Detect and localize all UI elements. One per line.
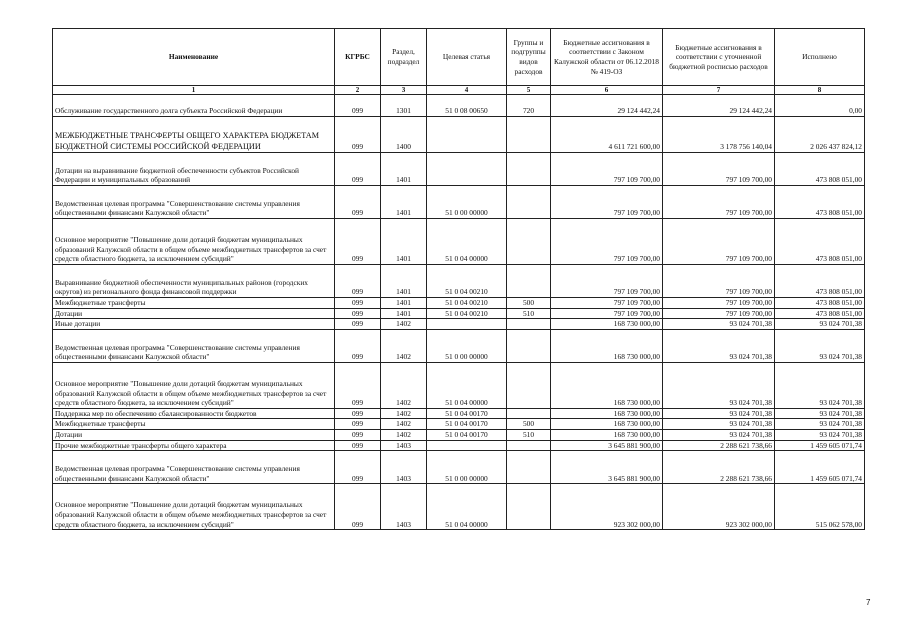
row-name: Межбюджетные трансферты xyxy=(53,298,335,309)
row-refined-amount: 797 109 700,00 xyxy=(663,219,775,265)
table-row xyxy=(53,308,865,319)
row-section: 1401 xyxy=(381,186,427,219)
row-section: 1301 xyxy=(381,95,427,117)
row-kgrbs: 099 xyxy=(335,319,381,330)
column-number: 2 xyxy=(335,86,381,95)
row-kgrbs: 099 xyxy=(335,95,381,117)
row-kgrbs: 099 xyxy=(335,440,381,451)
row-section: 1400 xyxy=(381,117,427,153)
row-refined-amount: 93 024 701,38 xyxy=(663,362,775,408)
row-section: 1402 xyxy=(381,329,427,362)
header-kgrbs: КГРБС xyxy=(335,29,381,86)
row-name: Ведомственная целевая программа "Совершенствование системы управления общественными финансами Калужской области" xyxy=(53,186,335,219)
row-kgrbs: 099 xyxy=(335,153,381,186)
row-law-amount: 168 730 000,00 xyxy=(551,419,663,430)
header-executed: Исполнено xyxy=(775,29,865,86)
table-row xyxy=(53,408,865,419)
row-law-amount: 29 124 442,24 xyxy=(551,95,663,117)
row-section: 1402 xyxy=(381,429,427,440)
row-name: Основное мероприятие "Повышение доли дотаций бюджетам муниципальных образований Калужской области в общем объеме межбюджетных трансфертов за счет средств областного бюджета, за исключением субсидий" xyxy=(53,484,335,530)
row-name: Основное мероприятие "Повышение доли дотаций бюджетам муниципальных образований Калужской области в общем объеме межбюджетных трансфертов за счет средств областного бюджета, за исключением субсидий" xyxy=(53,219,335,265)
row-law-amount: 4 611 721 600,00 xyxy=(551,117,663,153)
row-section: 1403 xyxy=(381,484,427,530)
table-row xyxy=(53,429,865,440)
table-row xyxy=(53,186,865,219)
row-name: Обслуживание государственного долга субъекта Российской Федерации xyxy=(53,95,335,117)
row-name: Основное мероприятие "Повышение доли дотаций бюджетам муниципальных образований Калужской области в общем объеме межбюджетных трансфертов за счет средств областного бюджета, за исключением субсидий" xyxy=(53,362,335,408)
row-group: 500 xyxy=(507,298,551,309)
row-name: Межбюджетные трансферты xyxy=(53,419,335,430)
row-kgrbs: 099 xyxy=(335,219,381,265)
row-name: Поддержка мер по обеспечению сбалансированности бюджетов xyxy=(53,408,335,419)
page-number: 7 xyxy=(866,598,871,607)
row-article: 51 0 04 00000 xyxy=(427,219,507,265)
row-article xyxy=(427,117,507,153)
budget-table xyxy=(52,28,865,530)
row-section: 1402 xyxy=(381,319,427,330)
row-law-amount: 797 109 700,00 xyxy=(551,298,663,309)
row-refined-amount: 29 124 442,24 xyxy=(663,95,775,117)
row-group xyxy=(507,408,551,419)
row-group: 720 xyxy=(507,95,551,117)
row-kgrbs: 099 xyxy=(335,308,381,319)
row-group xyxy=(507,362,551,408)
row-law-amount: 3 645 881 900,00 xyxy=(551,451,663,484)
row-executed-amount: 93 024 701,38 xyxy=(775,408,865,419)
row-law-amount: 168 730 000,00 xyxy=(551,319,663,330)
column-number: 1 xyxy=(53,86,335,95)
row-article: 51 0 08 00650 xyxy=(427,95,507,117)
row-refined-amount: 93 024 701,38 xyxy=(663,408,775,419)
row-article: 51 0 04 00000 xyxy=(427,362,507,408)
row-kgrbs: 099 xyxy=(335,362,381,408)
row-name: Дотации на выравнивание бюджетной обеспеченности субъектов Российской Федерации и муниципальных образований xyxy=(53,153,335,186)
row-law-amount: 797 109 700,00 xyxy=(551,265,663,298)
row-refined-amount: 93 024 701,38 xyxy=(663,329,775,362)
row-refined-amount: 3 178 756 140,04 xyxy=(663,117,775,153)
column-number: 3 xyxy=(381,86,427,95)
table-row xyxy=(53,95,865,117)
row-refined-amount: 797 109 700,00 xyxy=(663,265,775,298)
row-article xyxy=(427,319,507,330)
row-section: 1401 xyxy=(381,153,427,186)
row-article: 51 0 00 00000 xyxy=(427,329,507,362)
row-executed-amount: 473 808 051,00 xyxy=(775,186,865,219)
row-name: Иные дотации xyxy=(53,319,335,330)
row-executed-amount: 473 808 051,00 xyxy=(775,308,865,319)
table-row xyxy=(53,219,865,265)
row-law-amount: 168 730 000,00 xyxy=(551,408,663,419)
row-section: 1402 xyxy=(381,408,427,419)
row-executed-amount: 1 459 605 071,74 xyxy=(775,440,865,451)
column-number: 8 xyxy=(775,86,865,95)
row-group xyxy=(507,186,551,219)
row-group xyxy=(507,484,551,530)
row-group: 510 xyxy=(507,429,551,440)
row-article: 51 0 04 00000 xyxy=(427,484,507,530)
row-executed-amount: 93 024 701,38 xyxy=(775,319,865,330)
header-law: Бюджетные ассигнования в соответствии с Законом Калужской области от 06.12.2018 № 419-ОЗ xyxy=(551,29,663,86)
table-row xyxy=(53,451,865,484)
header-refined: Бюджетные ассигнования в соответствии с уточненной бюджетной росписью расходов xyxy=(663,29,775,86)
row-executed-amount: 473 808 051,00 xyxy=(775,219,865,265)
header-section: Раздел, подраздел xyxy=(381,29,427,86)
row-executed-amount: 2 026 437 824,12 xyxy=(775,117,865,153)
row-refined-amount: 797 109 700,00 xyxy=(663,186,775,219)
row-executed-amount: 93 024 701,38 xyxy=(775,429,865,440)
row-kgrbs: 099 xyxy=(335,265,381,298)
column-number: 4 xyxy=(427,86,507,95)
row-law-amount: 797 109 700,00 xyxy=(551,219,663,265)
table-row xyxy=(53,329,865,362)
row-group xyxy=(507,153,551,186)
row-article xyxy=(427,440,507,451)
row-kgrbs: 099 xyxy=(335,484,381,530)
row-refined-amount: 93 024 701,38 xyxy=(663,429,775,440)
table-row xyxy=(53,362,865,408)
table-row xyxy=(53,153,865,186)
row-section: 1401 xyxy=(381,219,427,265)
header-name: Наименование xyxy=(53,29,335,86)
table-row xyxy=(53,440,865,451)
row-group xyxy=(507,219,551,265)
row-name: Ведомственная целевая программа "Совершенствование системы управления общественными финансами Калужской области" xyxy=(53,329,335,362)
row-kgrbs: 099 xyxy=(335,186,381,219)
row-article: 51 0 04 00210 xyxy=(427,265,507,298)
row-refined-amount: 797 109 700,00 xyxy=(663,298,775,309)
row-article: 51 0 00 00000 xyxy=(427,186,507,219)
row-article: 51 0 04 00170 xyxy=(427,429,507,440)
row-kgrbs: 099 xyxy=(335,451,381,484)
row-group xyxy=(507,319,551,330)
header-group: Группы и подгруппы видов расходов xyxy=(507,29,551,86)
table-row xyxy=(53,265,865,298)
column-number: 5 xyxy=(507,86,551,95)
table-row xyxy=(53,117,865,153)
row-kgrbs: 099 xyxy=(335,408,381,419)
row-name: Дотации xyxy=(53,308,335,319)
row-law-amount: 3 645 881 900,00 xyxy=(551,440,663,451)
table-row xyxy=(53,319,865,330)
row-refined-amount: 923 302 000,00 xyxy=(663,484,775,530)
row-executed-amount: 93 024 701,38 xyxy=(775,362,865,408)
row-name: Выравнивание бюджетной обеспеченности муниципальных районов (городских округов) из регионального фонда финансовой поддержки xyxy=(53,265,335,298)
row-refined-amount: 797 109 700,00 xyxy=(663,308,775,319)
row-executed-amount: 515 062 578,00 xyxy=(775,484,865,530)
row-law-amount: 797 109 700,00 xyxy=(551,153,663,186)
row-kgrbs: 099 xyxy=(335,429,381,440)
row-executed-amount: 1 459 605 071,74 xyxy=(775,451,865,484)
row-section: 1402 xyxy=(381,419,427,430)
row-executed-amount: 0,00 xyxy=(775,95,865,117)
row-section: 1402 xyxy=(381,362,427,408)
row-law-amount: 168 730 000,00 xyxy=(551,362,663,408)
column-number-row xyxy=(53,86,865,95)
row-section: 1403 xyxy=(381,451,427,484)
table-row xyxy=(53,419,865,430)
row-kgrbs: 099 xyxy=(335,419,381,430)
table-row xyxy=(53,298,865,309)
row-section: 1401 xyxy=(381,308,427,319)
row-article xyxy=(427,153,507,186)
row-article: 51 0 04 00210 xyxy=(427,298,507,309)
row-law-amount: 797 109 700,00 xyxy=(551,186,663,219)
table-row xyxy=(53,484,865,530)
row-kgrbs: 099 xyxy=(335,298,381,309)
row-refined-amount: 93 024 701,38 xyxy=(663,319,775,330)
row-kgrbs: 099 xyxy=(335,117,381,153)
row-executed-amount: 93 024 701,38 xyxy=(775,419,865,430)
column-number: 6 xyxy=(551,86,663,95)
row-law-amount: 168 730 000,00 xyxy=(551,329,663,362)
row-article: 51 0 04 00170 xyxy=(427,419,507,430)
row-section: 1403 xyxy=(381,440,427,451)
row-refined-amount: 93 024 701,38 xyxy=(663,419,775,430)
row-kgrbs: 099 xyxy=(335,329,381,362)
row-executed-amount: 473 808 051,00 xyxy=(775,265,865,298)
column-number: 7 xyxy=(663,86,775,95)
row-law-amount: 797 109 700,00 xyxy=(551,308,663,319)
row-executed-amount: 473 808 051,00 xyxy=(775,298,865,309)
row-name: Дотации xyxy=(53,429,335,440)
row-article: 51 0 04 00210 xyxy=(427,308,507,319)
row-section: 1401 xyxy=(381,298,427,309)
row-law-amount: 168 730 000,00 xyxy=(551,429,663,440)
row-refined-amount: 2 288 621 738,66 xyxy=(663,451,775,484)
row-article: 51 0 00 00000 xyxy=(427,451,507,484)
row-group: 500 xyxy=(507,419,551,430)
row-group xyxy=(507,117,551,153)
row-refined-amount: 2 288 621 738,66 xyxy=(663,440,775,451)
row-law-amount: 923 302 000,00 xyxy=(551,484,663,530)
row-section: 1401 xyxy=(381,265,427,298)
row-group xyxy=(507,440,551,451)
row-name: МЕЖБЮДЖЕТНЫЕ ТРАНСФЕРТЫ ОБЩЕГО ХАРАКТЕРА БЮДЖЕТАМ БЮДЖЕТНОЙ СИСТЕМЫ РОССИЙСКОЙ ФЕДЕРАЦИИ xyxy=(53,117,335,153)
row-name: Ведомственная целевая программа "Совершенствование системы управления общественными финансами Калужской области" xyxy=(53,451,335,484)
row-article: 51 0 04 00170 xyxy=(427,408,507,419)
row-name: Прочие межбюджетные трансферты общего характера xyxy=(53,440,335,451)
row-group: 510 xyxy=(507,308,551,319)
header-article: Целевая статья xyxy=(427,29,507,86)
row-executed-amount: 93 024 701,38 xyxy=(775,329,865,362)
row-group xyxy=(507,451,551,484)
table-header-row xyxy=(53,29,865,86)
row-group xyxy=(507,329,551,362)
row-refined-amount: 797 109 700,00 xyxy=(663,153,775,186)
row-executed-amount: 473 808 051,00 xyxy=(775,153,865,186)
row-group xyxy=(507,265,551,298)
